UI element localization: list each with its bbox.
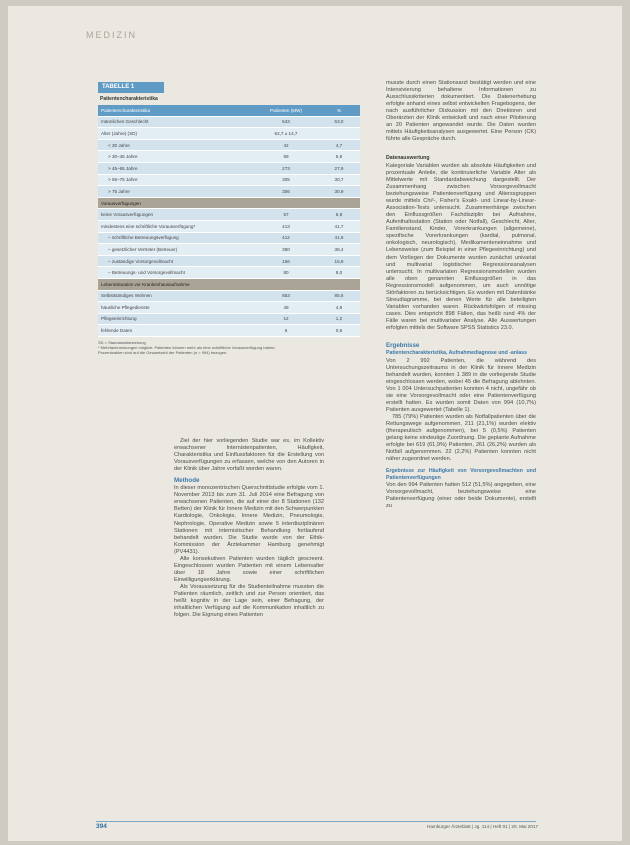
table-group-row [98,278,360,290]
table-cell-label: – zuständige Vorsorgevollmacht [98,255,254,267]
body-paragraph: Von 2 992 Patienten, die während des Untersuchungszeitraums in der Klinik für Innere Medizin behandelt wurden, konnten 1 389 in die vorliegende Studie eingeschlossen werden, wobei 45 die Befragung ablehnten. Von 1 004 Untersuchpatienten konnten 4 nicht, ungefähr ob sie eine Vorsorgevollmacht oder eine Patientenverfügung erstellt hatten. Es wurden somit Daten von 994 (10,7%) Patienten ausgewertet (Tabelle 1). [386,357,536,413]
table-cell-label: Lebenssituation vor Krankenhausaufnahme [98,278,254,290]
table-cell-label: Vorausverfügungen [98,197,254,209]
table-cell-patients: 12 [254,313,318,325]
table-row [98,244,360,256]
table-cell-percent: 38,4 [318,244,360,256]
table-footnotes [98,340,360,355]
table-cell-percent: 15,9 [318,255,360,267]
table-cell-label: – gesetzlicher Vertreter (Betreuer) [98,244,254,256]
table-label: TABELLE 1 [98,82,164,93]
methods-heading: Methode [174,477,200,485]
table-cell-patients: 49 [254,302,318,314]
table-cell-patients: 80 [254,267,318,279]
table-cell-patients: 412 [254,232,318,244]
table-cell-label: Alter (Jahre) (SD) [98,128,254,140]
table-body [98,116,360,336]
table-cell-patients: 306 [254,186,318,198]
table-cell-patients [254,278,318,290]
journal-footer: Hamburger Ärzteblatt | Jg. 114 | Heft 01 | 20. Mai 2017 [427,824,538,829]
table-row [98,162,360,174]
table-cell-label: fehlende Daten [98,325,254,337]
table-cell-label: mindestens eine schriftliche Vorausverfügung* [98,220,254,232]
table-cell-percent: 41,6 [318,232,360,244]
methods-paragraph: In dieser monozentrischen Querschnittstudie erfolgte vom 1. November 2013 bis zum 31. Juli 2014 eine Befragung von erwachsenen Patienten, die auf einer der 8 Stationen (132 Betten) der Klinik für Innere Medizin mit den Schwerpunkten Kardiologie, Onkologie, Innere Medizin, Pneumologie, Nephrologie, Operative Medizin sowie 5 interdisziplinären Stationen mit internistischer Behandlung fortlaufend behandelt wurden. Die Studie wurde von der Ethik-Kommission der Ärztekammer Hamburg genehmigt (PV4431). [174,485,324,555]
table-row [98,186,360,198]
table-row [98,220,360,232]
table-cell-percent [318,278,360,290]
table-cell-patients: 62,7 ± 14,7 [254,128,318,140]
table-cell-patients: 305 [254,174,318,186]
table-cell-percent: 27,9 [318,162,360,174]
patient-characteristics-table [98,105,360,337]
table-row [98,174,360,186]
table-cell-label: keine Vorausverfügungen [98,209,254,221]
table-cell-percent [318,128,360,140]
table-cell-label: > 45–65 Jahre [98,162,254,174]
table-cell-percent: 53,0 [318,116,360,128]
table-row [98,139,360,151]
table-cell-percent: 41,7 [318,220,360,232]
table-cell-percent: 1,2 [318,313,360,325]
table-cell-percent [318,197,360,209]
methods-paragraph: Alle konsekutiven Patienten wurden täglich gescreent. Eingeschlossen wurden Patienten mit einem Lebensalter über 18 Jahre sowie einer schriftlichen Einwilligungserklärung. [174,555,324,583]
table-row [98,302,360,314]
table-row [98,151,360,163]
table-cell-percent: 5,8 [318,209,360,221]
table-cell-patients: 6 [254,325,318,337]
table-cell-label: > 75 Jahre [98,186,254,198]
left-column [174,438,324,619]
table-row [98,325,360,337]
table-cell-patients: 42 [254,139,318,151]
table-cell-label: > 65–75 Jahre [98,174,254,186]
table-cell-percent: 4,7 [318,139,360,151]
frequency-subheading: Ergebnisse zur Häufigkeit von Vorsorgevollmachten und Patientenverfügungen [386,468,536,481]
table-footnote: Prozentzahlen sind auf die Gesamtzahl der Patienten (n = 994) bezogen. [98,349,228,355]
table-row [98,313,360,325]
table-cell-percent: 8,0 [318,267,360,279]
table-header-row [98,105,360,116]
table-header-percent: % [318,105,360,116]
methods-paragraph: Als Voraussetzung für die Studienteilnahme mussten die Patienten räumlich, zeitlich und zur Person orientiert, das heißt kognitiv in der Lage sein, einer Befragung, der inhaltlichen Verfügung auf die Kommunikation inhaltlich zu folgen. Die Eignung eines Patienten [174,583,324,619]
results-heading: Ergebnisse [386,342,420,350]
table-cell-patients: 273 [254,162,318,174]
table-cell-label: häusliche Pflegedienste [98,302,254,314]
table-row [98,255,360,267]
table-cell-percent: 4,9 [318,302,360,314]
table-cell-percent: 0,6 [318,325,360,337]
table-cell-patients: 413 [254,220,318,232]
table-cell-label: > 30–45 Jahre [98,151,254,163]
table-cell-patients: 543 [254,116,318,128]
table-cell-percent: 85,6 [318,290,360,302]
table-cell-label: – Betreuungs- und Vorsorgevollmacht [98,267,254,279]
table-caption: Patientencharakteristika [100,96,158,102]
table-cell-label: Selbstständiges Wohnen [98,290,254,302]
table-cell-patients: 156 [254,255,318,267]
table-footnote: * Mehrfachnennungen möglich: Patienten können mehr als eine schriftliche Vorausverfügung haben; [98,344,276,350]
table-cell-percent: 30,7 [318,174,360,186]
table-cell-label: – schriftliche Betreuungsverfügung [98,232,254,244]
body-paragraph: musste durch einen Stationsarzt bestätigt werden und eine Intensivierung behaltene Informationen zu Ausschlusskriterien dokumentiert. Die Datenerhebung erfolgte anhand eines selbst entwickelten Fragebogens, der nach ausführlicher Diskussion mit den Direktoren und Oberärzten der Klinik entwickelt und nach einer Pilotierung an 20 Patienten angewandet wurde. Die Daten wurden mittels Häufigkeitsanalysen ausgewertet. Eine Person (CK) führte alle Gespräche durch. [386,80,536,143]
results-subheading: Patientencharakteristika, Aufnahmediagnose und -anlass [386,350,528,357]
table-header-patients: Patienten (MW) [254,105,318,116]
table-header-characteristic: Patientencharakteristika [98,105,254,116]
table-cell-patients: 59 [254,151,318,163]
body-paragraph: Von den 994 Patienten hatten 512 (51,5%) angegeben, eine Vorsorgevollmacht, beziehungsweise eine Patientenverfügung (einer oder beide Dokumente), erstellt zu [386,482,536,510]
table-cell-patients [254,197,318,209]
section-label: MEDIZIN [86,30,137,40]
body-paragraph: 785 (79%) Patienten wurden als Notfallpatienten über die Rettungswege aufgenommen, 211 (21,1%) wurden elektiv (therapeutisch aufgenommen), bei 5 (0,5%) Patienten gelang keine eindeutige Zuordnung. Die geplante Aufnahme erfolgte bei 619 (61,9%) Patienten, 261 (26,2%) wurden als Notfall aufgenommen. 22 (2,2%) Patienten konnten nicht näher zugeordnet werden. [386,413,536,463]
table-cell-label: männliches Geschlecht [98,116,254,128]
table-row [98,267,360,279]
table-row [98,232,360,244]
table-row [98,128,360,140]
table-row [98,116,360,128]
intro-paragraph: Ziel der hier vorliegenden Studie war es, im Kollektiv erwachsener Internistenpatienten, Häufigkeit, Charakteristika und Einflussfaktoren für die Erstellung von Vorausverfügungen zu erfassen, welche von den Autoren in der Klinik über Jahre vorfaßt worden waren. [174,438,324,473]
evaluation-heading: Datenauswertung [386,155,430,162]
table-row [98,290,360,302]
table-1 [98,82,360,355]
table-cell-label: < 30 Jahre [98,139,254,151]
table-cell-percent: 30,9 [318,186,360,198]
table-cell-patients: 57 [254,209,318,221]
right-column [386,80,536,510]
table-cell-percent: 5,9 [318,151,360,163]
table-cell-patients: 853 [254,290,318,302]
page-number: 394 [96,823,107,830]
table-row [98,209,360,221]
footer-rule [96,821,536,822]
table-footnote: SD = Standardabweichung [98,339,146,345]
table-cell-label: Pflegeeinrichtung [98,313,254,325]
table-cell-patients: 380 [254,244,318,256]
body-paragraph: Kategoriale Variablen wurden als absolute Häufigkeiten und prozentuale Anteile, die kontinuierliche Variable Alter als Mittelwerte mit Standardabweichung dargestellt. Der Zusammenhang zwischen Vorsorgevollmacht beziehungsweise Patientenverfügung und Alterssgruppen wurde mittels Chi²-, Fisher's Exakt- und Linear-by-Linear-Association-Tests untersucht. Zusammenhänge zwischen den Einflussgrößen Fachdisziplin bei Aufnahme, Aufenthaltsstation (Station oder Notfall), Geschlecht, Alter, Familienstand, Kinder, Vorerkrankungen (allgemeine), spezifische Vorerkrankungen (kardial, pulmonal, onkologisch, neurologisch), Medikamenteneinnahme und Lebensweise (zum Beispiel in einer Pflegeeinrichtung) und dem Vorliegen der Dokumente wurden zunächst univariat und multivariat logistischer Regressionsanalysen untersucht. In multivariaten Regressionsmodellen wurden alle oben genannten Einflussgrößen in das Regressionsmodell aufgenommen, um auch unnötige Störfaktoren zu berücksichtigen. Es wurden mit Datenbänke Streudiagramme, bei denen Werte für alle beteiligten Variablen vorhanden waren. Rückwärtsfolgen of missing cases. Dies entspricht 898 Fällen, das heißt rund 4% der Fälle waren bei multivariater Analyse. Alle Auswertungen erfolgten mittels der Software SPSS Statistics 23.0. [386,162,536,331]
table-group-row [98,197,360,209]
